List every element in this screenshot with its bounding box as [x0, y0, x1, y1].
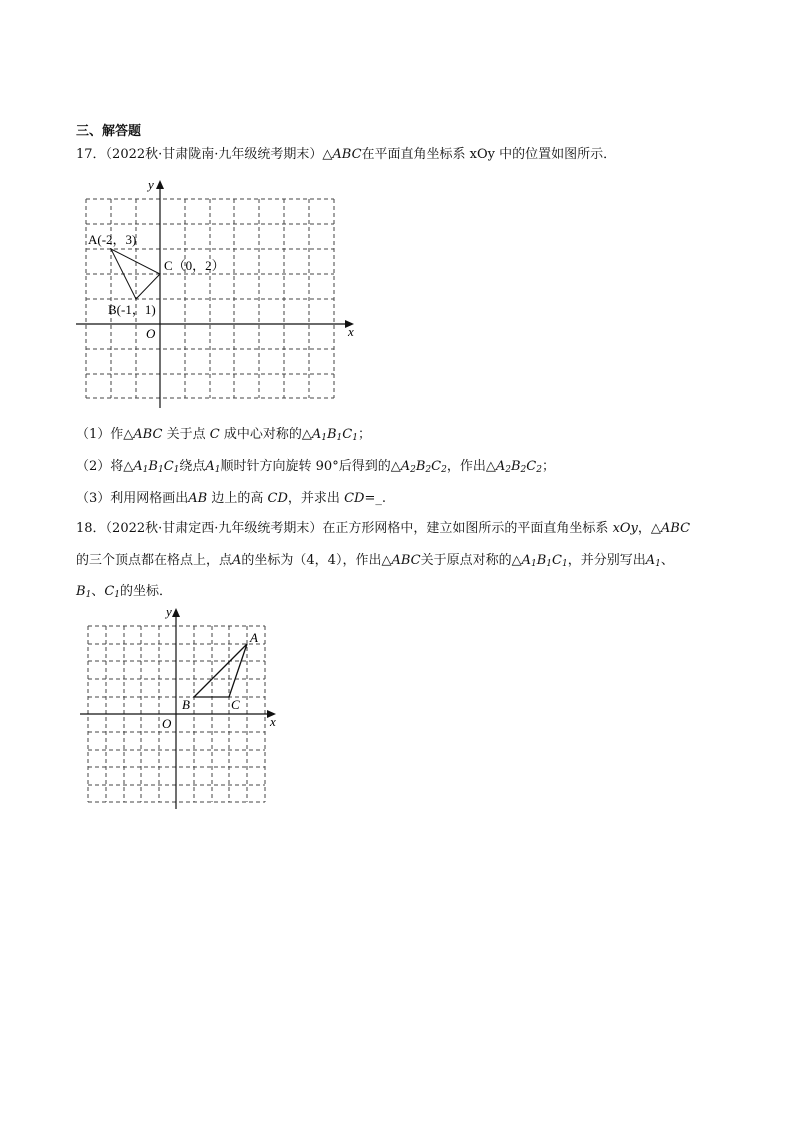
q17-sub2-mid1: 绕点: [179, 459, 206, 474]
q18-x-label: x: [270, 714, 276, 729]
q17-y-arrow: [156, 180, 164, 189]
q17-source: （2022秋·甘肃陇南·九年级统考期末）: [105, 147, 323, 162]
q18-label-b: B: [182, 697, 190, 712]
q17-sub2-a1: $A_1$: [205, 459, 221, 475]
q18-line2-point-a: A: [232, 553, 242, 568]
q17-y-label: y: [148, 177, 154, 192]
q17-sub2: （2）将$\triangle A_1B_1C_1$绕点$A_1$顺时针方向旋转 90°后得到的$\triangle A_2B_2C_2$，作出$\triangle A_2B_2C_2$；: [76, 459, 555, 475]
q17-sub3-eq: =_.: [364, 491, 386, 506]
q18-line2-abc: ABC: [391, 553, 421, 568]
q17-sub2-prefix: （2）将: [76, 459, 124, 474]
q18-line3-end: 的坐标．: [120, 584, 173, 599]
q18-line2-d: 关于原点对称的△: [420, 553, 522, 568]
q18-line2-a1: $A_1$: [645, 553, 661, 569]
q17-sub1-point: C: [209, 427, 220, 442]
q18-line2-tri1: $A_1B_1C_1$: [521, 553, 568, 569]
q17-sub1-mid: 关于点: [166, 427, 206, 442]
q18-line2-e: ，并分别写出: [567, 553, 646, 568]
q17-sub3-cd: CD: [267, 491, 288, 506]
q17-sub3-ab: AB: [188, 491, 208, 506]
q17-label-c: C（0，2）: [164, 258, 225, 273]
q18-figure: [70, 604, 290, 814]
q18-source: （2022秋·甘肃定西·九年级统考期末）: [105, 521, 323, 536]
q17-sub2-tri1: $\triangle A_1B_1C_1$: [123, 459, 180, 475]
q17-sub3-suffix: ，并求出: [287, 491, 340, 506]
q17-sub1: （1）作△ABC 关于点 C 成中心对称的$\triangle A_1B_1C_1$；: [76, 427, 371, 443]
q18-triangle: △ABC: [650, 521, 691, 536]
q17-label-a: A(-2，3): [88, 232, 137, 247]
q18-label-c: C: [231, 697, 240, 712]
q17-sub2-mid3: ，作出: [446, 459, 486, 474]
q18-y-arrow: [172, 608, 180, 617]
q18-label-a: A: [250, 630, 258, 645]
q18-line3-sep: 、: [91, 584, 105, 599]
q17-sub1-suffix: 成中心对称的: [223, 427, 302, 442]
q18-number: 18．: [76, 521, 106, 536]
q17-origin-label: O: [146, 326, 156, 341]
q17-grid: [86, 199, 334, 398]
q17-sub1-prefix: （1）作: [76, 427, 124, 442]
q17-triangle: △ABC: [322, 147, 362, 162]
q17-figure: [70, 176, 370, 416]
q18-line2-b: 的坐标为（4，4），作出△: [241, 553, 392, 568]
q17-x-label: x: [348, 324, 354, 339]
q17-sub3-cd2: CD: [344, 491, 365, 506]
q18-line3-b1: $B_1$: [76, 584, 92, 600]
q17-sub3-mid: 边上的高: [211, 491, 264, 506]
q18-line3-c1: $C_1$: [104, 584, 120, 600]
q18-line1: 18．（2022秋·甘肃定西·九年级统考期末）在正方形网格中，建立如图所示的平面直角坐标系 xOy，△ABC: [76, 521, 691, 536]
q18-line2-sep: 、: [660, 553, 674, 568]
q17-sub1-tri: △ABC: [123, 427, 163, 442]
q18-line2-a: 的三个顶点都在格点上，点: [76, 553, 233, 568]
q18-line3: [76, 583, 172, 604]
q17-sub2-tri2b: $\triangle A_2B_2C_2$: [485, 459, 542, 475]
q17-sub3: [76, 490, 386, 508]
q17-sub2-mid2: 顺时针方向旋转 90°后得到的: [220, 459, 391, 474]
q18-triangle-abc: [194, 644, 247, 697]
q17-number: 17．: [76, 147, 106, 162]
q17-sub3-prefix: （3）利用网格画出: [76, 491, 189, 506]
q18-line1-text: 在正方形网格中，建立如图所示的平面直角坐标系: [322, 521, 609, 536]
q17-sub2-tri2: $\triangle A_2B_2C_2$: [390, 459, 447, 475]
q17-stem: [76, 146, 616, 164]
q18-y-label: y: [166, 604, 172, 619]
q18-line2: [76, 552, 674, 573]
q17-label-b: B(-1，1): [108, 302, 156, 317]
q17-stem-text: 在平面直角坐标系 xOy 中的位置如图所示．: [361, 147, 617, 162]
q18-xoy: xOy: [612, 521, 638, 536]
section-title: 三、解答题: [76, 124, 142, 139]
q18-origin-label: O: [162, 716, 172, 731]
q17-sub1-tri1: $\triangle A_1B_1C_1$: [301, 427, 358, 443]
